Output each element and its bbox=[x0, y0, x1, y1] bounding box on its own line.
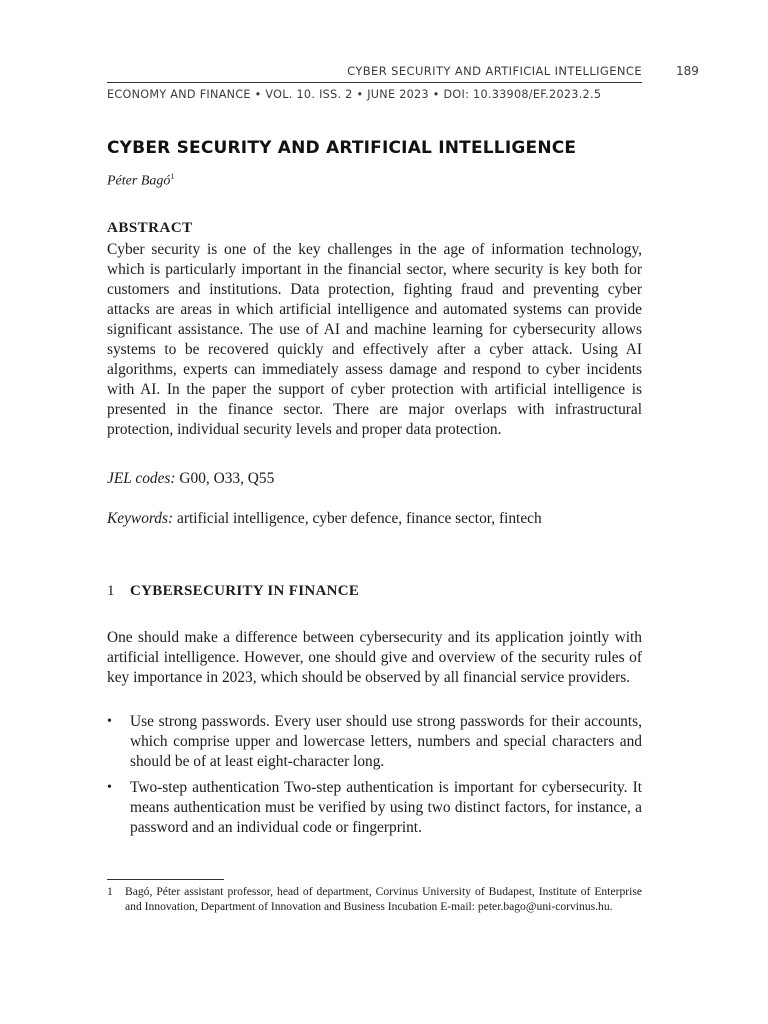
jel-codes-value: G00, O33, Q55 bbox=[179, 470, 275, 487]
keywords-value: artificial intelligence, cyber defence, finance sector, fintech bbox=[176, 510, 542, 527]
abstract-heading: ABSTRACT bbox=[107, 220, 193, 236]
list-item-text: Two-step authentication Two-step authentication is important for cybersecurity. It means authentication must be verified by using two distinct factors, for instance, a password and an individual code or fingerprint. bbox=[130, 779, 642, 836]
footnote-text: Bagó, Péter assistant professor, head of department, Corvinus University of Budapest, Institute of Enterprise and Innovation, Department of Innovation and Business Incubation E-mail: peter.bago@uni-corvinus.hu. bbox=[125, 885, 642, 913]
section-number: 1 bbox=[107, 583, 115, 599]
article-title: CYBER SECURITY AND ARTIFICIAL INTELLIGENCE bbox=[107, 138, 577, 158]
header-divider bbox=[107, 82, 642, 83]
list-item bbox=[107, 712, 642, 772]
jel-codes bbox=[107, 470, 274, 488]
page-number: 189 bbox=[676, 64, 699, 78]
list-item-text: Use strong passwords. Every user should use strong passwords for their accounts, which comprise upper and lowercase letters, numbers and special characters and should be of at least eight-character long. bbox=[130, 713, 642, 770]
abstract-text: Cyber security is one of the key challenges in the age of information technology, which is particularly important in the financial sector, where security is key both for customers and institutions. Data protection, fighting fraud and preventing cyber attacks are areas in which artificial intelligence and automated systems can provide significant assistance. The use of AI and machine learning for cybersecurity allows systems to be recovered quickly and effectively after a cyber attack. Using AI algorithms, experts can immediately assess damage and respond to cyber incidents with AI. In the paper the support of cyber protection with artificial intelligence is presented in the finance sector. There are major overlaps with infrastructural protection, individual security levels and proper data protection. bbox=[107, 241, 642, 438]
keywords bbox=[107, 510, 542, 528]
footnote-number: 1 bbox=[107, 885, 113, 898]
footnote-divider bbox=[107, 879, 224, 880]
keywords-label: Keywords: bbox=[107, 510, 174, 527]
author-name-text: Péter Bagó bbox=[107, 173, 171, 189]
section-intro-paragraph: One should make a difference between cybersecurity and its application jointly with artificial intelligence. However, one should give and overview of the security rules of key importance in 2023, which should be observed by all financial service providers. bbox=[107, 629, 642, 686]
section-heading bbox=[107, 583, 359, 600]
journal-citation-line: ECONOMY AND FINANCE • VOL. 10. ISS. 2 • JUNE 2023 • DOI: 10.33908/EF.2023.2.5 bbox=[107, 88, 602, 101]
footnote bbox=[107, 884, 642, 914]
section-title: CYBERSECURITY IN FINANCE bbox=[130, 583, 360, 599]
author-name bbox=[107, 172, 174, 190]
bullet-icon: • bbox=[107, 714, 112, 729]
jel-codes-label: JEL codes: bbox=[107, 470, 176, 487]
running-head-title: CYBER SECURITY AND ARTIFICIAL INTELLIGENCE bbox=[347, 64, 642, 78]
bullet-icon: • bbox=[107, 780, 112, 795]
author-footnote-mark[interactable]: 1 bbox=[170, 172, 175, 181]
list-item bbox=[107, 778, 642, 838]
